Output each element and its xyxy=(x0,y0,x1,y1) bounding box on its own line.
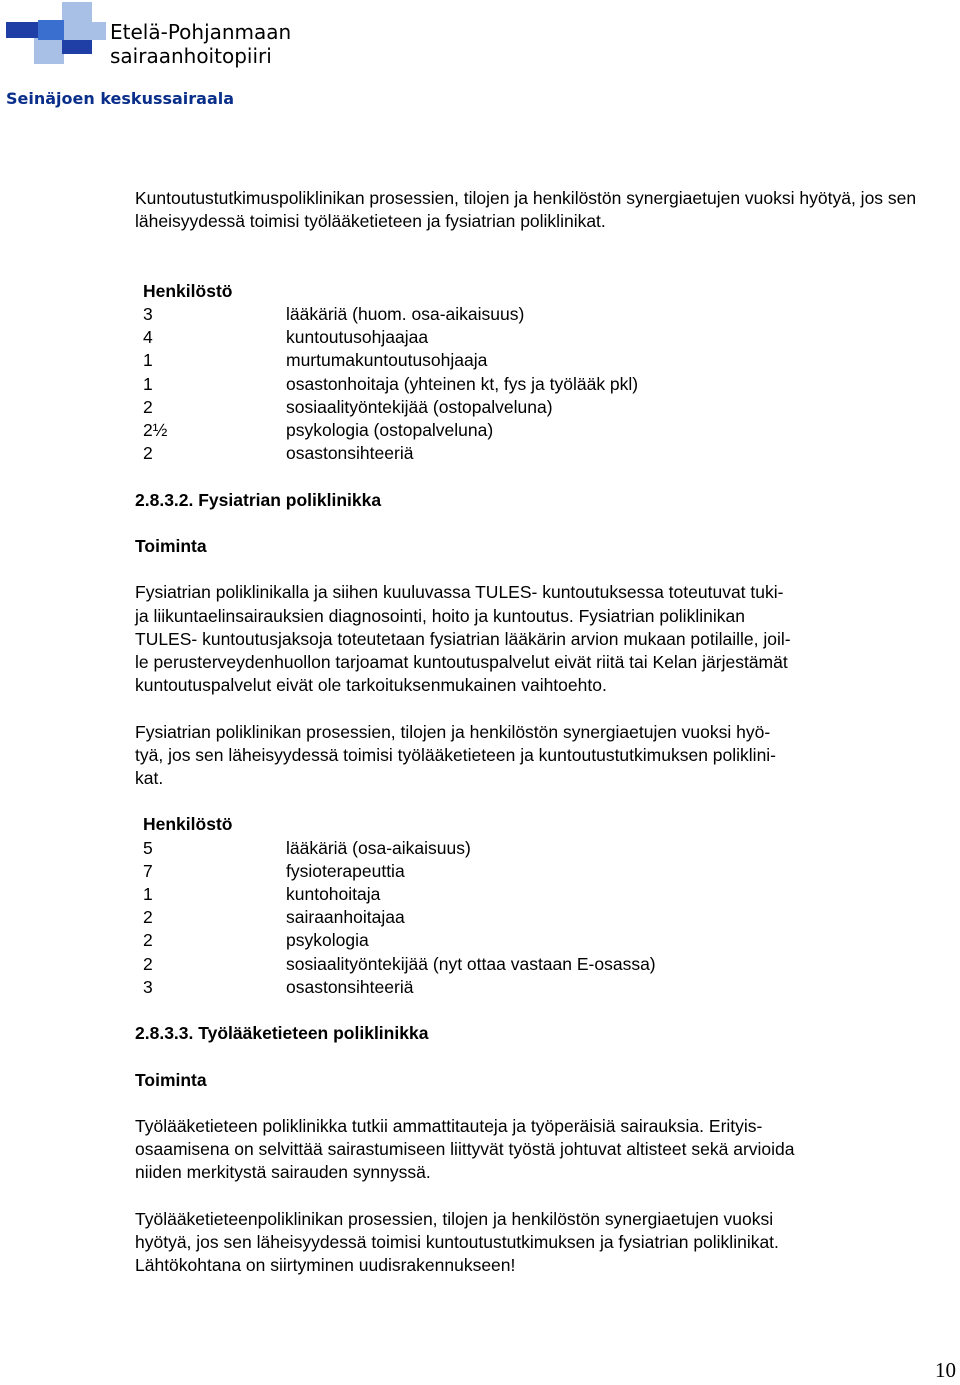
sec1-staff-heading: Henkilöstö xyxy=(143,280,233,301)
staff-row: 1 osastonhoitaja (yhteinen kt, fys ja työlääk pkl) xyxy=(143,373,639,394)
logo-line-1: Etelä-Pohjanmaan xyxy=(110,20,292,44)
sec3-subheading: Toiminta xyxy=(135,1069,207,1090)
sec2-staff-list xyxy=(135,837,955,999)
logo-line-2: sairaanhoitopiiri xyxy=(110,44,272,68)
staff-row: 5 lääkäriä (osa-aikaisuus) xyxy=(143,837,471,858)
hospital-district-logo xyxy=(0,0,330,80)
sec2-staff-heading: Henkilöstö xyxy=(143,814,233,835)
staff-row: 4 kuntoutusohjaajaa xyxy=(143,327,429,348)
page-number: 10 xyxy=(935,1358,956,1382)
staff-row: 3 osastonsihteeriä xyxy=(143,976,414,997)
staff-row: 2 sosiaalityöntekijää (ostopalveluna) xyxy=(143,396,553,417)
staff-row: 3 lääkäriä (huom. osa-aikaisuus) xyxy=(143,303,525,324)
staff-row: 2 sosiaalityöntekijää (nyt ottaa vastaan E-osassa) xyxy=(143,953,656,974)
staff-row: 1 kuntohoitaja xyxy=(143,883,381,904)
sec1-staff-list xyxy=(135,303,955,465)
staff-row: 2 psykologia xyxy=(143,930,369,951)
staff-row: 2 sairaanhoitajaa xyxy=(143,907,405,928)
sec1-paragraph: Kuntoutustutkimuspoliklinikan prosessien, tilojen ja henkilöstön synergiaetujen vuoksi hyötyä, jos sen läheisyydessä toimisi työlääketieteen ja fysiatrian poliklinikat. xyxy=(135,188,917,232)
hospital-name: Seinäjoen keskussairaala xyxy=(6,89,235,108)
staff-row: 2½ psykologia (ostopalveluna) xyxy=(143,420,494,440)
sec3-paragraph-2: Työlääketieteenpoliklinikan prosessien, tilojen ja henkilöstön synergiaetujen vuoksi hyötyä, jos sen läheisyydessä toimisi kuntoutustutkimuksen ja fysiatrian poliklinikat. Lähtökohtana on siirtyminen uudisrakennukseen! xyxy=(135,1208,779,1276)
sec2-subheading: Toiminta xyxy=(135,535,207,556)
sec2-paragraph-2: Fysiatrian poliklinikan prosessien, tilojen ja henkilöstön synergiaetujen vuoksi hyö- tyä, jos sen läheisyydessä toimisi työlääketieteen ja kuntoutustutkimuksen poliklini- kat. xyxy=(135,721,777,788)
staff-row: 2 osastonsihteeriä xyxy=(143,443,414,464)
document-body xyxy=(135,187,955,1277)
cross-logo-icon xyxy=(0,0,110,70)
sec2-heading: 2.8.3.2. Fysiatrian poliklinikka xyxy=(135,489,382,510)
sec3-paragraph-1: Työlääketieteen poliklinikka tutkii ammattitauteja ja työperäisiä sairauksia. Erityis- osaamisena on selvittää sairastumiseen liittyvät työstä johtuvat altisteet sekä arvioida niiden merkitystä sairauden synnyssä. xyxy=(135,1115,795,1183)
sec2-paragraph-1: Fysiatrian poliklinikalla ja siihen kuuluvassa TULES- kuntoutuksessa toteutuvat tuki- ja liikuntaelinsairauksien diagnosointi, hoito ja kuntoutus. Fysiatrian poliklinikan TULES- kuntoutusjaksoja toteutetaan fysiatrian lääkärin arvion mukaan potilaille, joil- le perusterveydenhuollon tarjoamat kuntoutuspalvelut eivät riitä tai Kelan järjestämät kuntoutuspalvelut eivät ole tarkoituksenmukainen vaihtoehto. xyxy=(135,582,791,696)
staff-row: 1 murtumakuntoutusohjaaja xyxy=(143,350,488,371)
staff-row: 7 fysioterapeuttia xyxy=(143,860,405,881)
sec3-heading: 2.8.3.3. Työlääketieteen poliklinikka xyxy=(135,1023,429,1044)
